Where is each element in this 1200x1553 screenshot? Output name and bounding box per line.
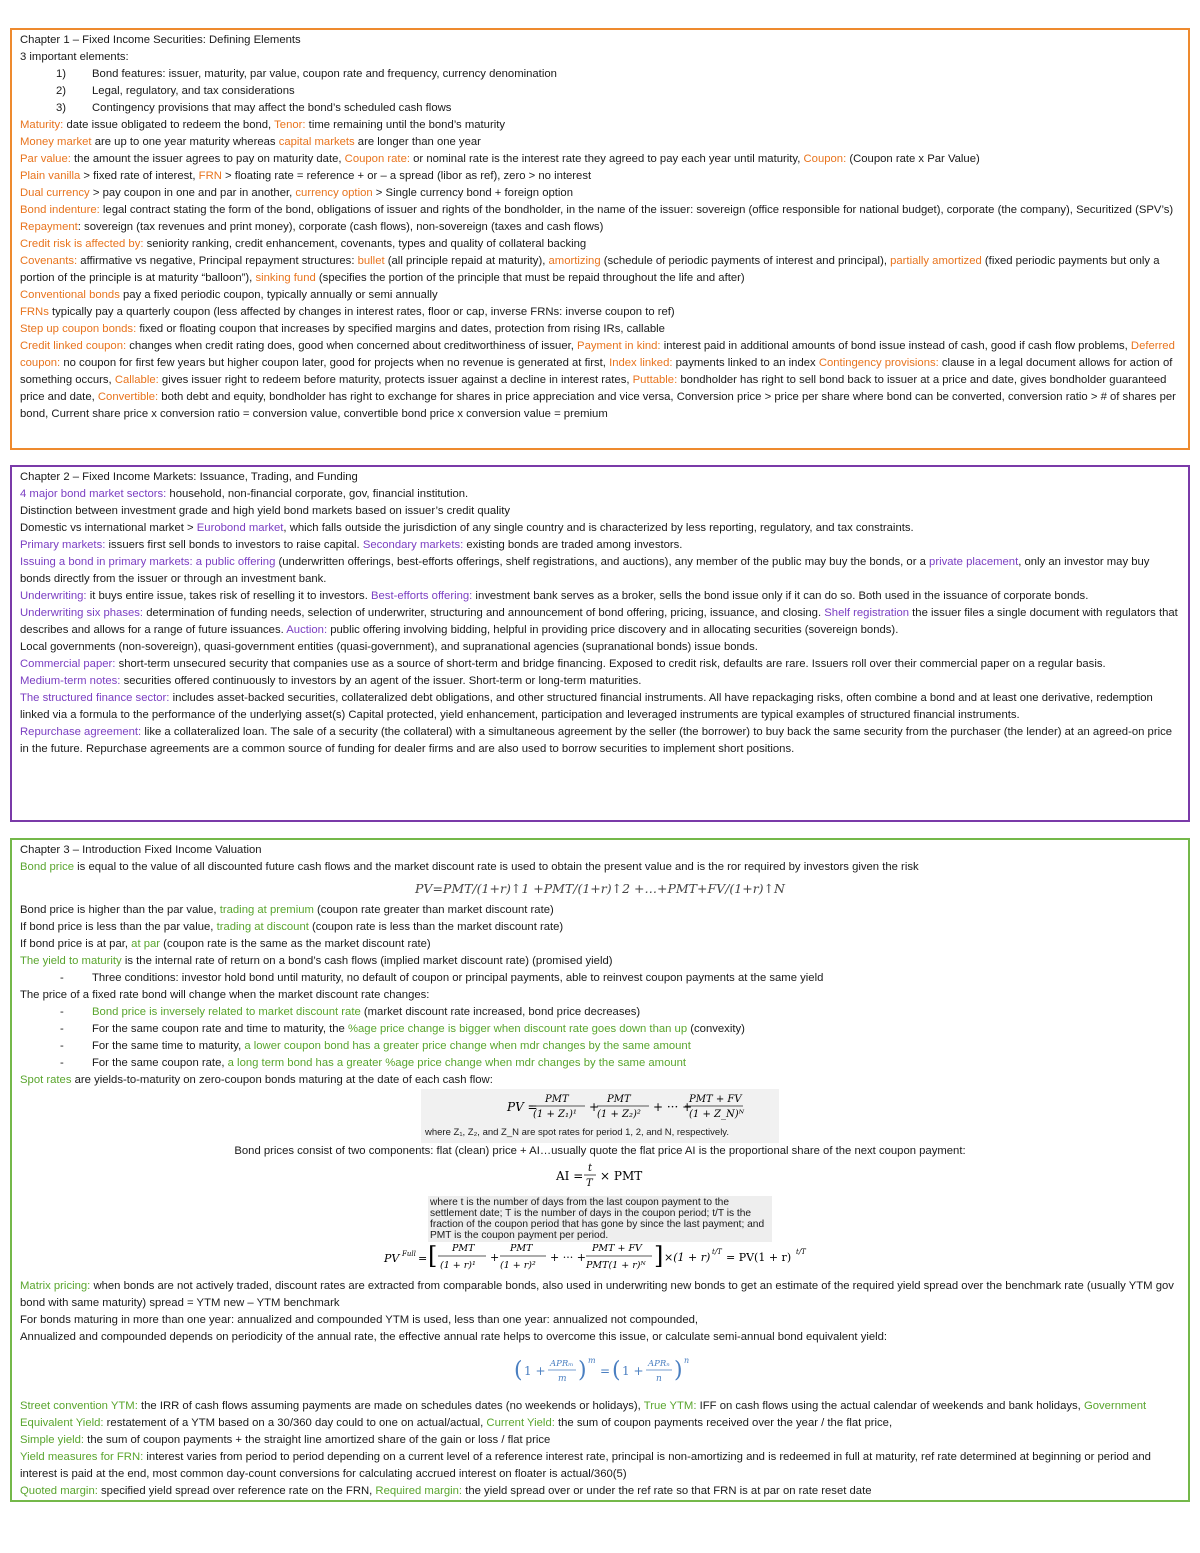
svg-text:× PMT: × PMT xyxy=(600,1169,643,1183)
quoted-margin-line: Quoted margin: specified yield spread over reference rate on the FRN, Required margin: the yield spread over or under the ref rate so that FRN is at par on rate reset date xyxy=(20,1485,872,1497)
commercial-paper-line: Commercial paper: short-term unsecured security that companies use as a source of short-term and bridge financing. Exposed to credit risk, defaults are rare. Issuers roll over their commercial paper on a regular basis. xyxy=(20,658,1106,670)
spot-rate-formula-image xyxy=(421,1089,779,1143)
money-market-line: Money market are up to one year maturity whereas capital markets are longer than one year xyxy=(20,136,481,148)
svg-text:Full: Full xyxy=(402,1250,416,1258)
svg-text:t/T: t/T xyxy=(796,1248,806,1256)
periodicity-line: Annualized and compounded depends on periodicity of the annual rate, the effective annual rate helps to overcome this issue, or calculate semi-annual bond equivalent yield: xyxy=(20,1331,888,1343)
list-item: - For the same coupon rate, a long term bond has a greater %age price change when mdr changes by the same amount xyxy=(60,1057,687,1069)
svg-text:): ) xyxy=(578,1358,587,1383)
credit-risk-line: Credit risk is affected by: seniority ranking, credit enhancement, covenants, types and quality of collateral backing xyxy=(20,238,587,250)
pv-full-formula-image xyxy=(382,1238,818,1278)
mtn-line: Medium-term notes: securities offered continuously to investors by an agent of the issuer. Short-term or long-term maturities. xyxy=(20,675,642,687)
svg-text:t: t xyxy=(588,1163,593,1174)
periodicity-formula-image xyxy=(510,1352,690,1388)
periodicity-formula xyxy=(510,1352,690,1388)
svg-text:(1 + r)²: (1 + r)² xyxy=(500,1260,536,1271)
pv-formula: PV=PMT/(1+r)↑1 +PMT/(1+r)↑2 +…+PMT+FV/(1+r)↑N xyxy=(415,881,785,896)
svg-text:1 +: 1 + xyxy=(622,1364,644,1378)
svg-text:APRₘ: APRₘ xyxy=(550,1359,574,1369)
svg-text:): ) xyxy=(674,1358,683,1383)
distinction-line: Distinction between investment grade and high yield bond markets based on issuer’s credit quality xyxy=(20,505,511,517)
conventional-bonds-line: Conventional bonds pay a fixed periodic coupon, typically annually or semi annually xyxy=(20,289,438,301)
spot-rate-caption: where Z₁, Z₂, and Z_N are spot rates for period 1, 2, and N, respectively. xyxy=(425,1127,729,1138)
premium-line: Bond price is higher than the par value, trading at premium (coupon rate greater than market discount rate) xyxy=(20,904,554,916)
chapter-3-box xyxy=(10,838,1190,1502)
svg-text:+ ··· +: + ··· + xyxy=(550,1251,586,1264)
yield-measures-frn-line: Yield measures for FRN: interest varies from period to period depending on a current level of a reference interest rate, principal is non-amortizing and is redeemed in full at maturity, ref rate determined at beginning or period and interest is paid at the end, most common day-count conversions for calculating accrued interest on floater is actual/360(5) xyxy=(20,1451,1151,1480)
discount-line: If bond price is less than the par value, trading at discount (coupon rate is less than the market discount rate) xyxy=(20,921,564,933)
list-item: - Bond price is inversely related to market discount rate (market discount rate increased, bond price decreases) xyxy=(60,1006,641,1018)
maturity-line: Maturity: date issue obligated to redeem the bond, Tenor: time remaining until the bond’s maturity xyxy=(20,119,506,131)
underwriting-line: Underwriting: it buys entire issue, takes risk of reselling it to investors. Best-efforts offering: investment bank serves as a broker, sells the bond issue only if it can do so. Both used in the issuance of corporate bonds. xyxy=(20,590,1089,602)
repo-line: Repurchase agreement: like a collateralized loan. The sale of a security (the collateral) with a simultaneous agreement by the seller (the borrower) to buy back the same security from the purchaser (the lender) at an agreed-on price in the future. Repurchase agreements are a common source of funding for dealer firms and are also used to borrow securities to implement short positions. xyxy=(20,726,1173,755)
dual-currency-line: Dual currency > pay coupon in one and par in another, currency option > Single currency bond + foreign option xyxy=(20,187,573,199)
svg-text:PMT + FV: PMT + FV xyxy=(689,1094,742,1105)
svg-text:PMT: PMT xyxy=(607,1094,631,1105)
structured-finance-line: The structured finance sector: includes asset-backed securities, collateralized debt obligations, and other structured financial instruments. All have repackaging risks, often combine a bond and at least one derivative, redemption linked via a formula to the performance of the underlying asset(s) Capital protected, yield enhancement, participation and leveraged instruments are typical examples of structured financial instruments. xyxy=(20,692,1153,721)
simple-yield-line: Simple yield: the sum of coupon payments + the straight line amortized share of the gain or loss / flat price xyxy=(20,1434,551,1446)
svg-text:m: m xyxy=(588,1356,596,1365)
ai-formula-image xyxy=(428,1160,772,1241)
svg-text:(: ( xyxy=(514,1358,523,1383)
pv-full-formula xyxy=(382,1238,818,1278)
svg-text:+: + xyxy=(490,1251,500,1264)
chapter-1-intro: 3 important elements: xyxy=(20,51,129,63)
svg-text:(: ( xyxy=(612,1358,621,1383)
bond-price-line: Bond price is equal to the value of all discounted future cash flows and the market discount rate is used to obtain the present value and is the ror required by investors given the risk xyxy=(20,861,919,873)
ai-formula xyxy=(428,1160,772,1190)
svg-text:T: T xyxy=(586,1178,593,1189)
svg-text:= PV(1 + r): = PV(1 + r) xyxy=(726,1251,792,1264)
svg-text:+: + xyxy=(589,1100,600,1114)
spot-rates-line: Spot rates are yields-to-maturity on zero-coupon bonds maturing at the date of each cash flow: xyxy=(20,1074,493,1086)
svg-text:n: n xyxy=(656,1374,662,1384)
svg-text:n: n xyxy=(684,1356,690,1365)
svg-text:PMT: PMT xyxy=(510,1243,533,1254)
chapter-1-box xyxy=(10,28,1190,450)
svg-text:PMT(1 + r)ᴺ: PMT(1 + r)ᴺ xyxy=(586,1260,646,1271)
components-line: Bond prices consist of two components: flat (clean) price + AI…usually quote the flat price AI is the proportional share of the next coupon payment: xyxy=(234,1145,966,1157)
chapter-3-title: Chapter 3 – Introduction Fixed Income Valuation xyxy=(20,844,262,856)
bond-indenture-line: Bond indenture: legal contract stating the form of the bond, obligations of issuer and rights of the bondholder, in the name of the issuer: sovereign (office responsible for national budget), corporate (the company), Securitized (SPV’s) xyxy=(20,204,1174,216)
price-change-line: The price of a fixed rate bond will change when the market discount rate changes: xyxy=(20,989,430,1001)
credit-linked-line: Credit linked coupon: changes when credit rating does, good when concerned about creditworthiness of issuer, Payment in kind: interest paid in additional amounts of bond issue instead of cash, good if cash flow problems, Deferred coupon: no coupon for first few years but higher coupon later, good for projects when no revenue is generated at first, Index linked: payments linked to an index Contingency provisions: clause in a legal document allows for action of something occurs, Callable: gives issuer right to redeem before maturity, protects issuer against a decline in interest rates, Puttable: bondholder has right to sell bond back to issuer at a price and date, gives bondholder guaranteed price and date, Convertible: both debt and equity, bondholder has right to exchange for shares in price appreciation and vice versa, Conversion price > price per share where bond can be converted, conversion ratio > # of shares per bond, Current share price x conversion ratio = conversion value, convertible bond price x conversion value = premium xyxy=(20,340,1176,420)
chapter-2-box xyxy=(10,465,1190,822)
svg-text:(1 + r)¹: (1 + r)¹ xyxy=(440,1260,476,1271)
par-value-line: Par value: the amount the issuer agrees to pay on maturity date, Coupon rate: or nominal rate is the interest rate they agreed to pay each year until maturity, Coupon: (Coupon rate x Par Value) xyxy=(20,153,980,165)
chapter-1-title: Chapter 1 – Fixed Income Securities: Defining Elements xyxy=(20,34,301,46)
local-governments-line: Local governments (non-sovereign), quasi-government entities (quasi-government), and supranational agencies (supranational bonds) issue bonds. xyxy=(20,641,758,653)
covenants-line: Covenants: affirmative vs negative, Principal repayment structures: bullet (all principle repaid at maturity), amortizing (schedule of periodic payments of interest and principal), partially amortized (fixed periodic payments but only a portion of the principle is at maturity “balloon”), sinking fund (specifies the portion of the principle that must be repaid throughout the life and after) xyxy=(20,255,1160,284)
svg-text:=: = xyxy=(600,1364,611,1378)
svg-text:+ ··· +: + ··· + xyxy=(653,1100,693,1114)
matrix-pricing-line: Matrix pricing: when bonds are not actively traded, discount rates are extracted from comparable bonds, also used in underwriting new bonds to get an estimate of the required yield spread over the benchmark rate (usually YTM gov bond with same maturity) spread = YTM new – YTM benchmark xyxy=(20,1280,1174,1309)
chapter-2-title: Chapter 2 – Fixed Income Markets: Issuance, Trading, and Funding xyxy=(20,471,358,483)
svg-text:APRₙ: APRₙ xyxy=(648,1359,670,1369)
list-item: - For the same time to maturity, a lower coupon bond has a greater price change when mdr changes by the same amount xyxy=(60,1040,691,1052)
at-par-line: If bond price is at par, at par (coupon rate is the same as the market discount rate) xyxy=(20,938,431,950)
svg-text:(1 + Z_N)ᴺ: (1 + Z_N)ᴺ xyxy=(689,1109,745,1120)
svg-text:×(1 + r): ×(1 + r) xyxy=(664,1251,711,1264)
list-item: - Three conditions: investor hold bond until maturity, no default of coupon or principal payments, able to reinvest coupon payments at the same yield xyxy=(60,972,824,984)
svg-text:(1 + Z₁)¹: (1 + Z₁)¹ xyxy=(533,1109,577,1120)
list-item: 1) Bond features: issuer, maturity, par value, coupon rate and frequency, currency denomination xyxy=(56,68,557,80)
list-item: - For the same coupon rate and time to maturity, the %age price change is bigger when discount rate goes down than up (convexity) xyxy=(60,1023,745,1035)
svg-text:]: ] xyxy=(654,1242,664,1270)
over-one-year-line: For bonds maturing in more than one year: annualized and compounded YTM is used, less than one year: annualized not compounded, xyxy=(20,1314,699,1326)
svg-text:PMT: PMT xyxy=(452,1243,475,1254)
repayment-line: Repayment: sovereign (tax revenues and print money), corporate (cash flows), non-sovereign (taxes and cash flows) xyxy=(20,221,604,233)
svg-text:(1 + Z₂)²: (1 + Z₂)² xyxy=(597,1109,641,1120)
svg-text:AI =: AI = xyxy=(556,1169,584,1183)
list-item: 3) Contingency provisions that may affect the bond’s scheduled cash flows xyxy=(56,102,452,114)
svg-text:t/T: t/T xyxy=(712,1248,722,1256)
step-up-line: Step up coupon bonds: fixed or floating coupon that increases by specified margins and dates, protection from rising IRs, callable xyxy=(20,323,665,335)
issuing-line: Issuing a bond in primary markets: a public offering (underwritten offerings, best-efforts offerings, shelf registrations, and auctions), any member of the public may buy the bonds, or a private placement, only an investor may buy bonds directly from the issuer or through an investment bank. xyxy=(20,556,1150,585)
list-item: 2) Legal, regulatory, and tax considerations xyxy=(56,85,295,97)
sectors-line: 4 major bond market sectors: household, non-financial corporate, gov, financial institution. xyxy=(20,488,469,500)
svg-text:PMT: PMT xyxy=(545,1094,569,1105)
svg-text:PV: PV xyxy=(384,1252,400,1265)
svg-text:=: = xyxy=(418,1252,428,1265)
svg-text:[: [ xyxy=(428,1242,438,1270)
six-phases-line: Underwriting six phases: determination of funding needs, selection of underwriter, structuring and announcement of bond offering, pricing, issuance, and closing. Shelf registration the issuer files a single document with regulators that describes and allows for a range of future issuances. Auction: public offering involving bidding, helpful in providing price discovery and in allocating securities (sovereign bonds). xyxy=(20,607,1178,636)
primary-markets-line: Primary markets: issuers first sell bonds to investors to raise capital. Secondary markets: existing bonds are traded among investors. xyxy=(20,539,683,551)
domestic-line: Domestic vs international market > Eurobond market, which falls outside the jurisdiction of any single country and is characterized by less reporting, regulatory, and tax constraints. xyxy=(20,522,914,534)
svg-text:PMT + FV: PMT + FV xyxy=(592,1243,642,1254)
ai-note: where t is the number of days from the last coupon payment to the settlement date; T is the number of days in the coupon period; t/T is the fraction of the coupon period that has gone by since the last payment; and PMT is the coupon payment per period. xyxy=(428,1196,772,1242)
svg-text:1 +: 1 + xyxy=(524,1364,546,1378)
plain-vanilla-line: Plain vanilla > fixed rate of interest, FRN > floating rate = reference + or – a spread (libor as ref), zero > no interest xyxy=(20,170,592,182)
ytm-line: The yield to maturity is the internal rate of return on a bond’s cash flows (implied market discount rate) (promised yield) xyxy=(20,955,613,967)
frns-line: FRNs typically pay a quarterly coupon (less affected by changes in interest rates, floor or cap, inverse FRNs: inverse coupon to ref) xyxy=(20,306,675,318)
svg-text:m: m xyxy=(558,1374,567,1384)
svg-text:PV =: PV = xyxy=(507,1100,538,1114)
street-convention-line: Street convention YTM: the IRR of cash flows assuming payments are made on schedules dates (no weekends or holidays), True YTM: IFF on cash flows using the actual calendar of weekends and bank holidays, Government Equivalent Yield: restatement of a YTM based on a 30/360 day could to one on actual/actual, Current Yield: the sum of coupon payments received over the year / the flat price, xyxy=(20,1400,1147,1429)
